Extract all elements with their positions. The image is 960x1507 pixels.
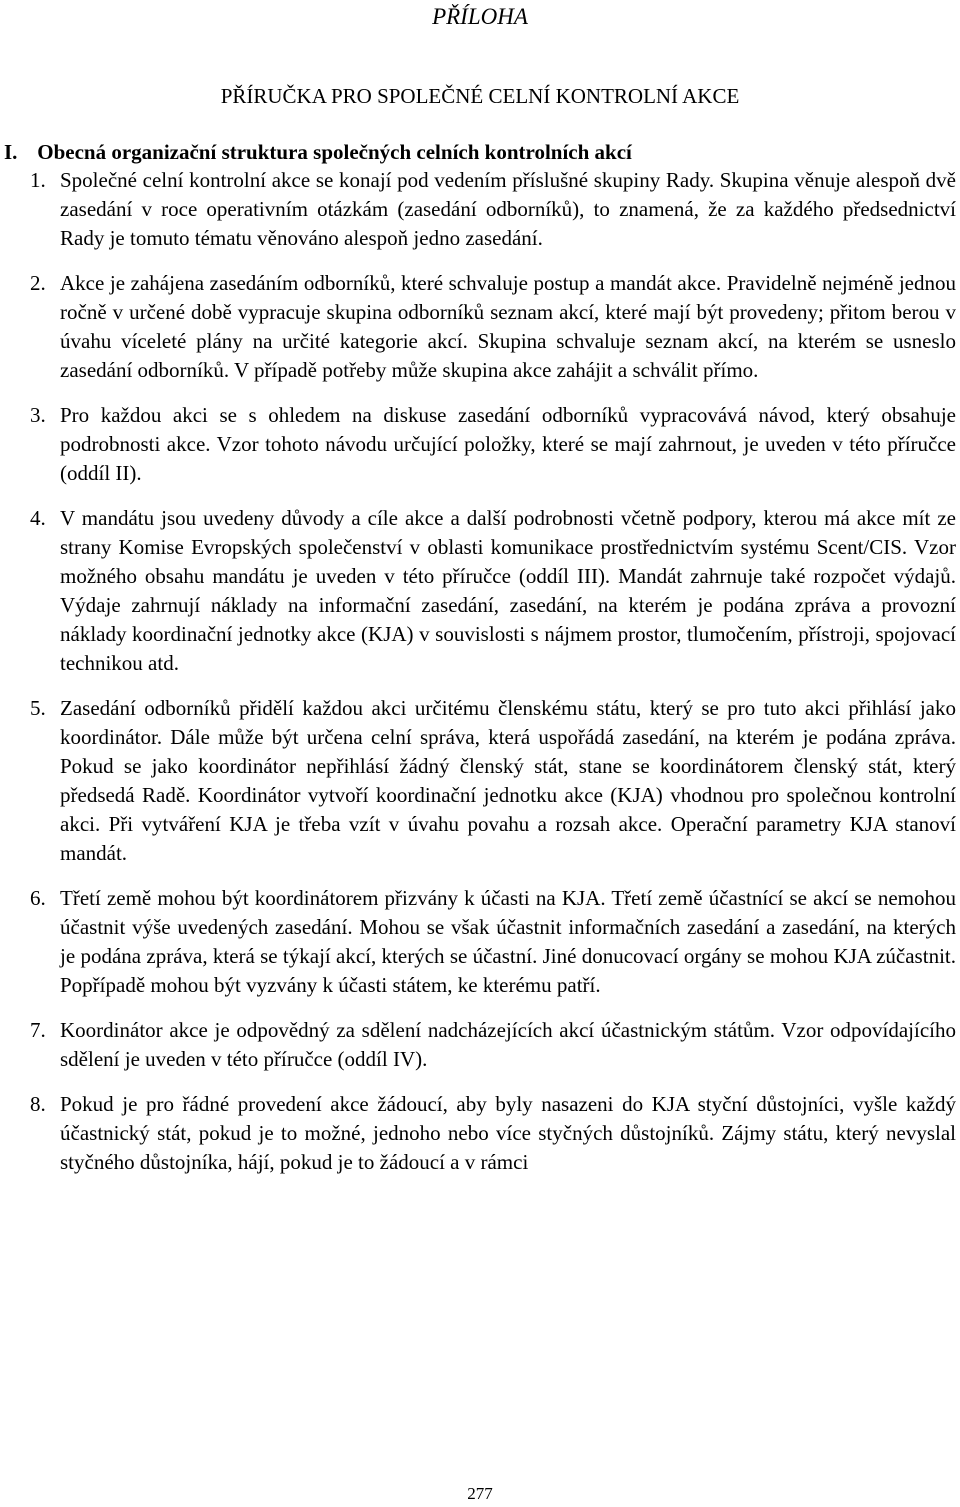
paragraph-text: Společné celní kontrolní akce se konají pod vedením příslušné skupiny Rady. Skupina věnuje alespoň dvě zasedání v roce operativním otázkám (zasedání odborníků), to znamená, že za každého předsednictví Rady je tomuto tématu věnováno alespoň jedno zasedání. — [60, 168, 956, 250]
paragraph-text: Pokud je pro řádné provedení akce žádoucí, aby byly nasazeni do KJA styční důstojníci, vyšle každý účastnický stát, pokud je to možné, jednoho nebo více styčných důstojníků. Zájmy státu, který nevyslal styčného důstojníka, hájí, pokud je to žádoucí a v rámci — [60, 1092, 956, 1174]
numbered-paragraph-list — [30, 166, 956, 1193]
page-number: 277 — [467, 1484, 493, 1503]
paragraph-number: 3. — [30, 403, 46, 427]
paragraph-text: Akce je zahájena zasedáním odborníků, které schvaluje postup a mandát akce. Pravidelně nejméně jednou ročně v určené době vypracuje skupina odborníků seznam akcí, které mají být provedeny; přitom berou v úvahu víceleté plány na určité kategorie akcí. Skupina schvaluje seznam akcí, na kterém se usneslo zasedání odborníků. V případě potřeby může skupina akce zahájit a schválit přímo. — [60, 271, 956, 382]
annex-title: PŘÍLOHA — [432, 4, 528, 29]
paragraph-item — [30, 1016, 956, 1074]
paragraph-item — [30, 884, 956, 1000]
paragraph-item — [30, 269, 956, 385]
section-number: I. — [4, 140, 18, 164]
paragraph-number: 8. — [30, 1092, 46, 1116]
section-title: Obecná organizační struktura společných celních kontrolních akcí — [37, 140, 632, 164]
paragraph-number: 6. — [30, 886, 46, 910]
paragraph-number: 7. — [30, 1018, 46, 1042]
paragraph-item — [30, 694, 956, 868]
paragraph-text: V mandátu jsou uvedeny důvody a cíle akce a další podrobnosti včetně podpory, kterou má akce mít ze strany Komise Evropských společenství v oblasti komunikace prostřednictvím systému Scent/CIS. Vzor možného obsahu mandátu je uveden v této příručce (oddíl III). Mandát zahrnuje také rozpočet výdajů. Výdaje zahrnují náklady na informační zasedání, zasedání, na kterém je podána zpráva a provozní náklady koordinační jednotky akce (KJA) v souvislosti s nájmem prostor, tlumočením, přístroji, spojovací technikou atd. — [60, 506, 956, 675]
paragraph-number: 1. — [30, 168, 46, 192]
section-heading — [4, 138, 944, 166]
paragraph-item — [30, 166, 956, 253]
document-title: PŘÍRUČKA PRO SPOLEČNÉ CELNÍ KONTROLNÍ AKCE — [220, 84, 740, 108]
paragraph-text: Třetí země mohou být koordinátorem přizvány k účasti na KJA. Třetí země účastnící se akcí se nemohou účastnit výše uvedených zasedání. Mohou se však účastnit informačních zasedání a zasedání, na kterých je podána zpráva, která se týkají akcí, kterých se účastní. Jiné donucovací orgány se mohou KJA zúčastnit. Popřípadě mohou být vyzvány k účasti státem, ke kterému patří. — [60, 886, 956, 997]
paragraph-text: Pro každou akci se s ohledem na diskuse zasedání odborníků vypracovává návod, který obsahuje podrobnosti akce. Vzor tohoto návodu určující položky, které se mají zahrnout, je uveden v této příručce (oddíl II). — [60, 403, 956, 485]
paragraph-number: 5. — [30, 696, 46, 720]
paragraph-number: 4. — [30, 506, 46, 530]
paragraph-item — [30, 1090, 956, 1177]
paragraph-text: Koordinátor akce je odpovědný za sdělení nadcházejících akcí účastnickým státům. Vzor odpovídajícího sdělení je uveden v této příručce (oddíl IV). — [60, 1018, 956, 1071]
paragraph-item — [30, 401, 956, 488]
paragraph-text: Zasedání odborníků přidělí každou akci určitému členskému státu, který se pro tuto akci přihlásí jako koordinátor. Dále může být určena celní správa, která uspořádá zasedání, na kterém je podána zpráva. Pokud se jako koordinátor nepřihlásí žádný členský stát, stane se koordinátorem členský stát, který předsedá Radě. Koordinátor vytvoří koordinační jednotku akce (KJA) vhodnou pro společnou kontrolní akci. Při vytváření KJA je třeba vzít v úvahu povahu a rozsah akce. Operační parametry KJA stanoví mandát. — [60, 696, 956, 865]
paragraph-number: 2. — [30, 271, 46, 295]
paragraph-item — [30, 504, 956, 678]
